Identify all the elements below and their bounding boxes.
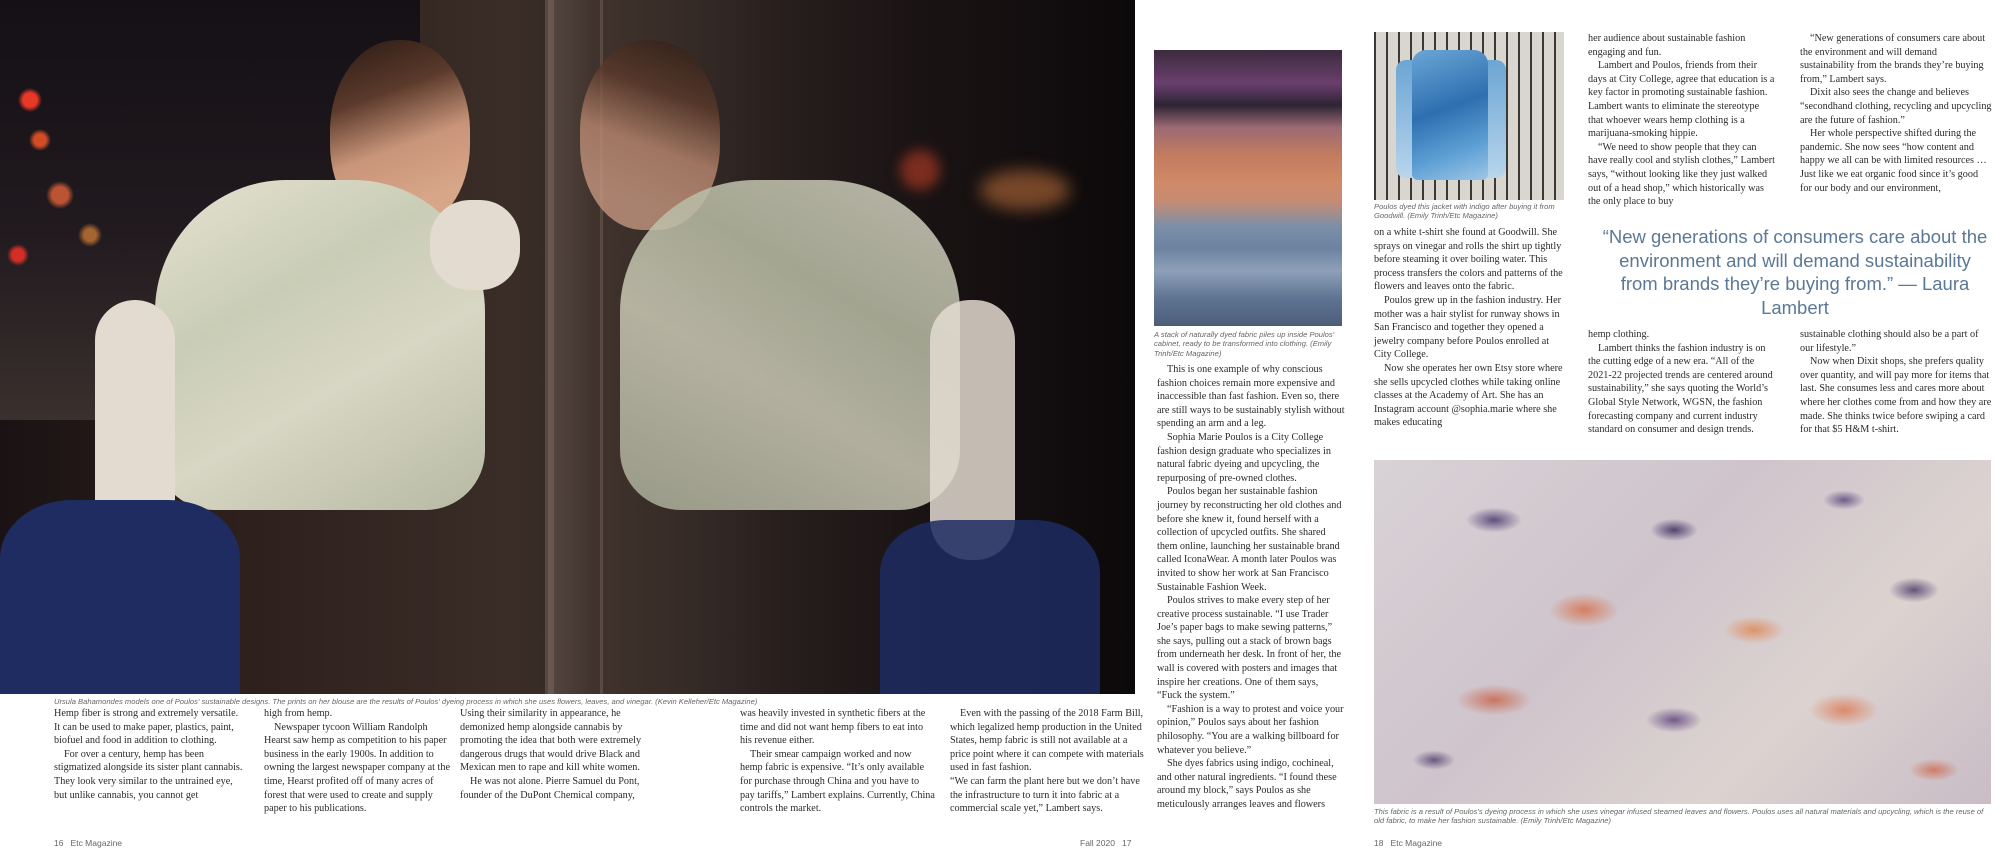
paragraph: Lambert and Poulos, friends from their days at City College, agree that education is a key factor in promoting sustainable fashion. Lambert wants to eliminate the stereotype that whoever wears hemp clothing is a marijuana-smoking hippie.	[1588, 60, 1775, 140]
paragraph: He was not alone. Pierre Samuel du Pont, founder of the DuPont Chemical company,	[460, 775, 640, 801]
paragraph: Poulos began her sustainable fashion journey by reconstructing her old clothes and before she knew it, found herself with a collection of upcycled outfits. She shared them online, launching her sustainable brand called IconaWear. A month later Poulos was invited to show her work at San Francisco Sustainable Fashion Week.	[1157, 486, 1342, 593]
right-col-a	[1157, 363, 1345, 812]
paragraph: “New generations of consumers care about the environment and will demand sustainability from the brands they’re buying from,” Lambert says.	[1800, 33, 1986, 85]
paragraph: She dyes fabrics using indigo, cochineal, and other natural ingredients. “I found these around my block,” says Poulos as she meticulously arranges leaves and flowers	[1157, 758, 1337, 810]
left-col-3	[460, 707, 656, 802]
left-col-2	[264, 707, 456, 816]
paragraph: Using their similarity in appearance, he demonized hemp alongside cannabis by promoting the idea that both were extremely dangerous drugs that would drive Black and Mexican men to rape and kill white women.	[460, 708, 642, 774]
paragraph: on a white t-shirt she found at Goodwill. She sprays on vinegar and rolls the shirt up tightly before steaming it over boiling water. This process transfers the colors and patterns of the flowers and leaves onto the fabric.	[1374, 227, 1563, 293]
paragraph: Dixit also sees the change and believes “secondhand clothing, recycling and upcycling are the future of fashion.”	[1800, 87, 1992, 126]
folio-page-17: Fall 2020 17	[1080, 838, 1132, 848]
paragraph: Now when Dixit shops, she prefers quality over quantity, and will pay more for items that last. She consumes less and cares more about where her clothes come from and how they are made. She thinks twice before swiping a card for that $5 H&M t-shirt.	[1800, 356, 1992, 436]
right-col-c-bottom	[1588, 328, 1776, 437]
right-col-d-top	[1800, 32, 1992, 195]
right-col-d-bottom	[1800, 328, 1992, 437]
right-col-c-top	[1588, 32, 1776, 209]
paragraph: “Fashion is a way to protest and voice your opinion,” Poulos says about her fashion philosophy. “You are a walking billboard for whatever you believe.”	[1157, 703, 1344, 756]
left-col-1	[54, 707, 246, 802]
hero-photo	[0, 0, 1135, 694]
paragraph: For over a century, hemp has been stigmatized alongside its sister plant cannabis. They look very similar to the untrained eye, but unlike cannabis, you cannot get	[54, 748, 243, 801]
left-col-4	[740, 707, 936, 816]
pull-quote: “New generations of consumers care about the environment and will demand sustainability from brands they’re buying from.” — Laura Lambert	[1602, 226, 1988, 318]
paragraph: Newspaper tycoon William Randolph Hearst saw hemp as competition to his paper business in the early 1900s. In addition to owning the largest newspaper company at the time, Hearst profited off of many acres of forest that were used to create and supply paper to his publications.	[264, 721, 450, 815]
paragraph: Lambert thinks the fashion industry is on the cutting edge of a new era. “All of the 2021-22 projected trends are centered around sustainability,” she says quoting the World’s Global Style Network, WGSN, the fashion forecasting company and current industry standard on consumer and design trends.	[1588, 342, 1773, 436]
indigo-jacket-caption: Poulos dyed this jacket with indigo after buying it from Goodwill. (Emily Trinh/Etc Magazine)	[1374, 202, 1555, 221]
paragraph: high from hemp.	[264, 708, 333, 719]
fabric-stack-caption: A stack of naturally dyed fabric piles up inside Poulos' cabinet, ready to be transformed into clothing. (Emily Trinh/Etc Magazine)	[1154, 330, 1335, 358]
paragraph: Their smear campaign worked and now hemp fabric is expensive. “It’s only available for purchase through China and you have to pay tariffs,” Lambert explains. Currently, China controls the market.	[740, 748, 935, 815]
hero-caption: Ursula Bahamondes models one of Poulos' sustainable designs. The prints on her blouse are the results of Poulos' dyeing process in which she uses flowers, leaves, and vinegar. (Kevin Kelleher/Etc Magazine)	[54, 697, 758, 706]
paragraph: hemp clothing.	[1588, 329, 1650, 340]
dyed-fabric-photo	[1374, 460, 1991, 804]
left-col-5	[950, 707, 1146, 816]
folio-page-16: 16 Etc Magazine	[54, 838, 123, 848]
paragraph: Poulos grew up in the fashion industry. Her mother was a hair stylist for runway shows in San Francisco and together they opened a jewelry company before Poulos enrolled at City College.	[1374, 294, 1562, 361]
paragraph: Even with the passing of the 2018 Farm Bill, which legalized hemp production in the United States, hemp fabric is still not available at a price point where it can compete with materials used in fast fashion.	[950, 708, 1144, 774]
fabric-stack-photo	[1154, 50, 1342, 326]
paragraph: Poulos strives to make every step of her creative process sustainable. “I use Trader Joe’s paper bags to make sewing patterns,” she says, pulling out a stack of brown bags from underneath her desk. In front of her, the wall is covered with posters and images that inspire her creations. One of them says, “Fuck the system.”	[1157, 595, 1342, 702]
paragraph: sustainable clothing should also be a part of our lifestyle.”	[1800, 329, 1979, 354]
paragraph: Her whole perspective shifted during the pandemic. She now sees “how content and happy we all can be with limited resources … Just like we eat organic food since it’s good for our body and our environment,	[1800, 128, 1987, 194]
paragraph: Sophia Marie Poulos is a City College fashion design graduate who specializes in natural fabric dyeing and upcycling, the repurposing of pre-owned clothes.	[1157, 431, 1331, 484]
paragraph: Hemp fiber is strong and extremely versatile. It can be used to make paper, plastics, paint, biofuel and food in addition to clothing.	[54, 708, 239, 747]
paragraph: her audience about sustainable fashion engaging and fun.	[1588, 33, 1746, 58]
dyed-fabric-caption: This fabric is a result of Poulos's dyeing process in which she uses vinegar infused steamed leaves and flowers. Poulos uses all natural materials and upcycling, which is the reuse of old fabric, to make her fashion sustainable. (Emily Trinh/Etc Magazine)	[1374, 807, 1984, 826]
paragraph: “We need to show people that they can have really cool and stylish clothes,” Lambert says, “without looking like they just walked out of a head shop,” which historically was the only place to buy	[1588, 141, 1775, 208]
folio-page-18: 18 Etc Magazine	[1374, 838, 1443, 848]
right-col-b	[1374, 226, 1566, 430]
paragraph: was heavily invested in synthetic fibers at the time and did not want hemp fibers to eat into his revenue either.	[740, 708, 926, 747]
paragraph: “We can farm the plant here but we don’t have the infrastructure to turn it into fabric at a commercial scale yet,” Lambert says.	[950, 775, 1140, 815]
indigo-jacket-photo	[1374, 32, 1564, 200]
paragraph: This is one example of why conscious fashion choices remain more expensive and inaccessible than fast fashion. Even so, there are still ways to be sustainably stylish without spending an arm and a leg.	[1157, 364, 1345, 430]
paragraph: Now she operates her own Etsy store where she sells upcycled clothes while taking online classes at the Academy of Art. She has an Instagram account @sophia.marie where she makes educating	[1374, 362, 1563, 429]
